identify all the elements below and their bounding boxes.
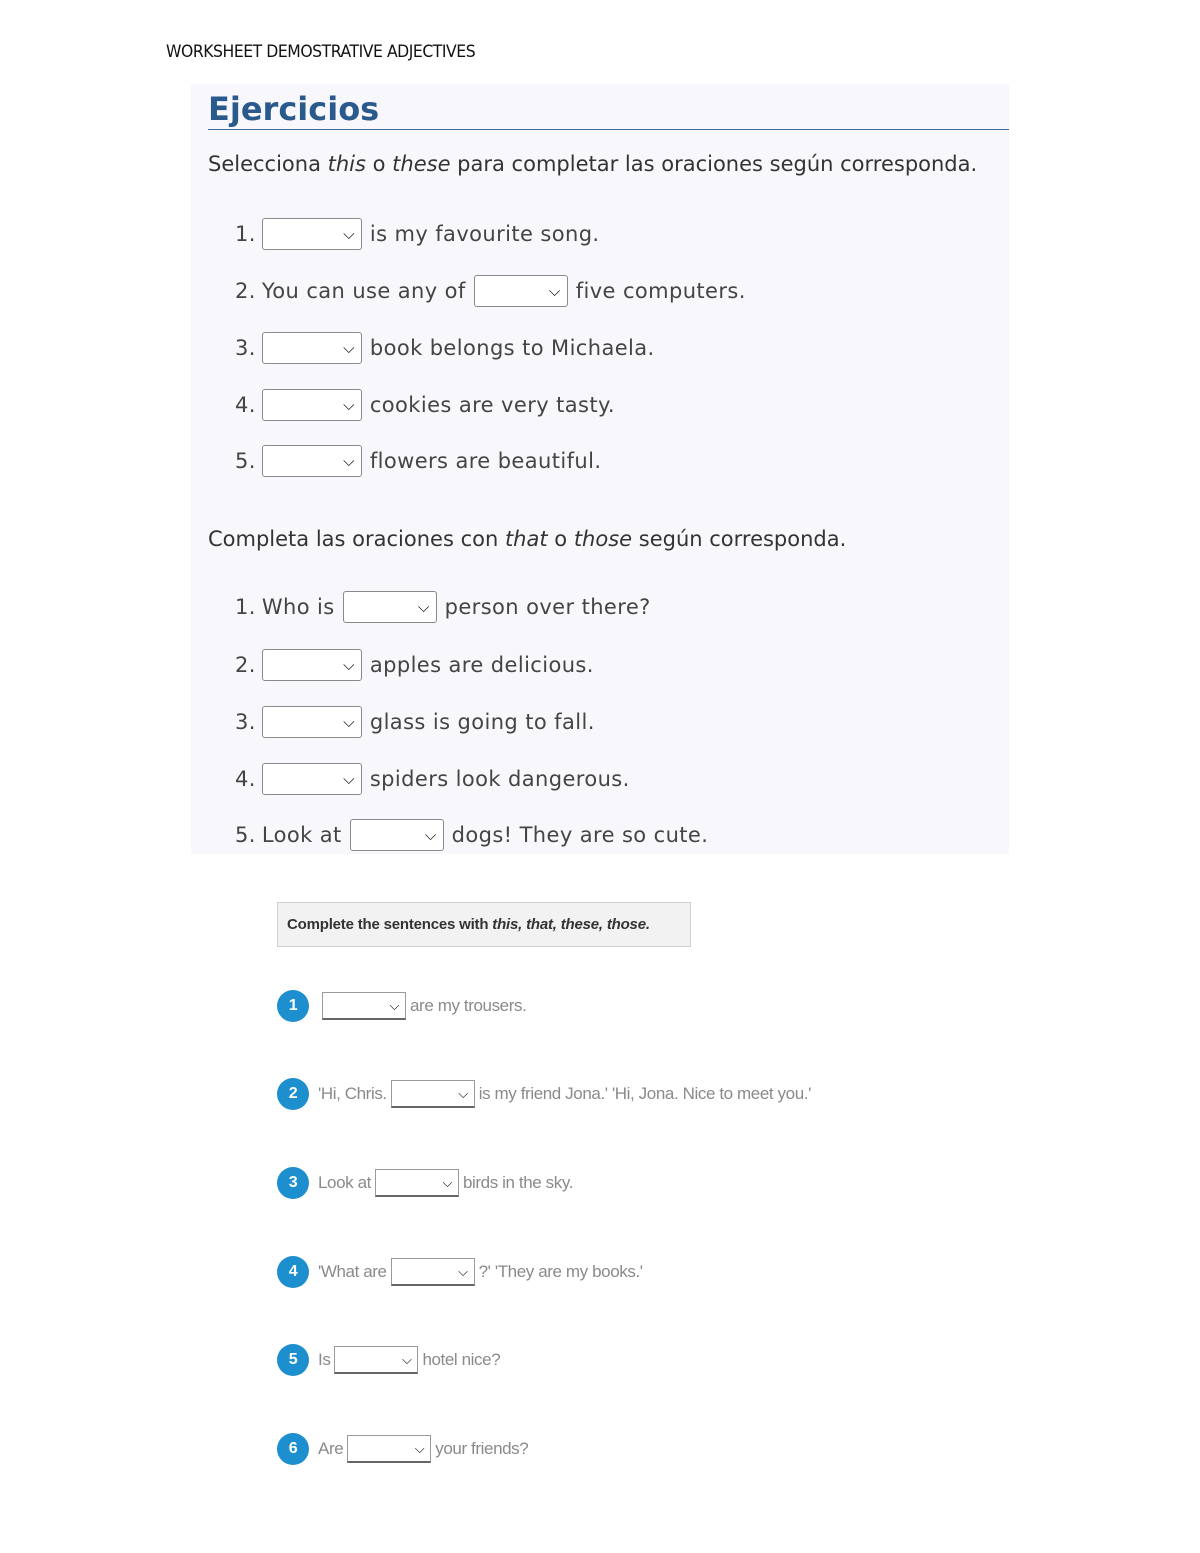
ex2-item-4	[277, 1256, 643, 1288]
item-text: cookies are very tasty.	[369, 393, 615, 417]
item-text: flowers are beautiful.	[369, 449, 602, 473]
answer-dropdown[interactable]	[262, 389, 362, 421]
item-text: dogs! They are so cute.	[451, 823, 709, 847]
item-text-before: Who is	[261, 595, 335, 619]
answer-dropdown[interactable]	[347, 1435, 431, 1463]
answer-dropdown[interactable]	[262, 332, 362, 364]
document-title: WORKSHEET DEMOSTRATIVE ADJECTIVES	[166, 42, 476, 62]
item-text-before: Look at	[261, 823, 342, 847]
chevron-down-icon: ⌵	[343, 395, 355, 414]
chevron-down-icon: ⌵	[343, 712, 355, 731]
item-text: book belongs to Michaela.	[369, 336, 655, 360]
item-number: 5.	[235, 823, 256, 847]
chevron-down-icon: ⌵	[442, 1174, 452, 1190]
item-text: five computers.	[575, 279, 746, 303]
item-number: 1.	[235, 222, 256, 246]
s2-item-3	[235, 705, 595, 739]
s1-item-4	[235, 388, 615, 422]
answer-dropdown[interactable]	[391, 1080, 475, 1108]
instruction-keyword: that	[504, 527, 548, 551]
item-number: 4.	[235, 393, 256, 417]
panel-heading: Ejercicios	[208, 90, 380, 128]
item-number: 3.	[235, 710, 256, 734]
instruction-text: o	[365, 152, 393, 176]
ex2-item-5	[277, 1344, 500, 1376]
chevron-down-icon: ⌵	[389, 997, 399, 1013]
item-text: birds in the sky.	[462, 1173, 574, 1192]
number-badge: 5	[277, 1344, 309, 1376]
number-badge: 2	[277, 1078, 309, 1110]
answer-dropdown[interactable]	[334, 1346, 418, 1374]
instruction-text: para completar las oraciones según corresponda.	[450, 152, 978, 176]
item-text-before: Are	[318, 1439, 344, 1458]
s1-item-1	[235, 217, 600, 251]
chevron-down-icon: ⌵	[343, 655, 355, 674]
chevron-down-icon: ⌵	[424, 825, 437, 844]
instruction-text: Completa las oraciones con	[208, 527, 505, 551]
item-number: 4.	[235, 767, 256, 791]
item-number: 2.	[235, 279, 256, 303]
answer-dropdown[interactable]	[262, 649, 362, 681]
ex2-item-3	[277, 1167, 573, 1199]
ex2-item-1	[277, 990, 526, 1022]
ex2-item-2	[277, 1078, 811, 1110]
answer-dropdown[interactable]	[262, 706, 362, 738]
s1-item-2	[235, 274, 746, 308]
chevron-down-icon: ⌵	[458, 1263, 468, 1279]
instruction-keyword: those	[573, 527, 633, 551]
chevron-down-icon: ⌵	[343, 769, 355, 788]
number-badge: 4	[277, 1256, 309, 1288]
answer-dropdown[interactable]	[322, 992, 406, 1020]
s2-item-1	[235, 590, 651, 624]
instruction-keyword: this, that, these, those.	[492, 916, 650, 933]
s2-item-2	[235, 648, 594, 682]
heading-divider	[208, 129, 1009, 130]
item-number: 3.	[235, 336, 256, 360]
item-text: glass is going to fall.	[369, 710, 595, 734]
ex2-item-6	[277, 1433, 528, 1465]
item-text: ?' 'They are my books.'	[478, 1262, 643, 1281]
number-badge: 1	[277, 990, 309, 1022]
chevron-down-icon: ⌵	[548, 281, 561, 300]
item-number: 1.	[235, 595, 256, 619]
instruction-text: Selecciona	[208, 152, 328, 176]
item-text: spiders look dangerous.	[369, 767, 630, 791]
exercise2-instruction	[277, 902, 691, 947]
s1-item-3	[235, 331, 655, 365]
answer-dropdown[interactable]	[343, 591, 437, 623]
chevron-down-icon: ⌵	[343, 451, 355, 470]
s1-item-5	[235, 444, 601, 478]
item-text: hotel nice?	[422, 1350, 501, 1369]
answer-dropdown[interactable]	[474, 275, 568, 307]
item-text-before: You can use any of	[261, 279, 466, 303]
answer-dropdown[interactable]	[350, 819, 444, 851]
item-number: 2.	[235, 653, 256, 677]
s2-item-4	[235, 762, 630, 796]
chevron-down-icon: ⌵	[414, 1440, 425, 1456]
item-number: 5.	[235, 449, 256, 473]
answer-dropdown[interactable]	[262, 763, 362, 795]
chevron-down-icon: ⌵	[343, 338, 355, 357]
instruction-text: Complete the sentences with	[287, 916, 489, 933]
chevron-down-icon: ⌵	[417, 597, 430, 616]
answer-dropdown[interactable]	[262, 218, 362, 250]
chevron-down-icon: ⌵	[343, 224, 355, 243]
item-text: apples are delicious.	[369, 653, 594, 677]
instruction-keyword: this	[327, 152, 366, 176]
item-text: is my favourite song.	[369, 222, 600, 246]
item-text: is my friend Jona.' 'Hi, Jona. Nice to meet you.'	[478, 1084, 811, 1103]
answer-dropdown[interactable]	[375, 1169, 459, 1197]
answer-dropdown[interactable]	[391, 1258, 475, 1286]
item-text-before: 'What are	[318, 1262, 387, 1281]
section2-instruction	[208, 527, 846, 551]
instruction-keyword: these	[392, 152, 451, 176]
chevron-down-icon: ⌵	[401, 1351, 412, 1367]
chevron-down-icon: ⌵	[458, 1085, 468, 1101]
item-text: are my trousers.	[410, 996, 527, 1015]
s2-item-5	[235, 818, 708, 852]
item-text-before: Look at	[318, 1173, 371, 1192]
item-text-before: 'Hi, Chris.	[318, 1084, 387, 1103]
number-badge: 6	[277, 1433, 309, 1465]
instruction-text: según corresponda.	[632, 527, 847, 551]
item-text: person over there?	[444, 595, 651, 619]
section1-instruction	[208, 152, 977, 176]
item-text: your friends?	[435, 1439, 529, 1458]
item-text-before: Is	[318, 1350, 331, 1369]
instruction-text: o	[547, 527, 574, 551]
number-badge: 3	[277, 1167, 309, 1199]
exercises-panel	[191, 84, 1009, 854]
answer-dropdown[interactable]	[262, 445, 362, 477]
